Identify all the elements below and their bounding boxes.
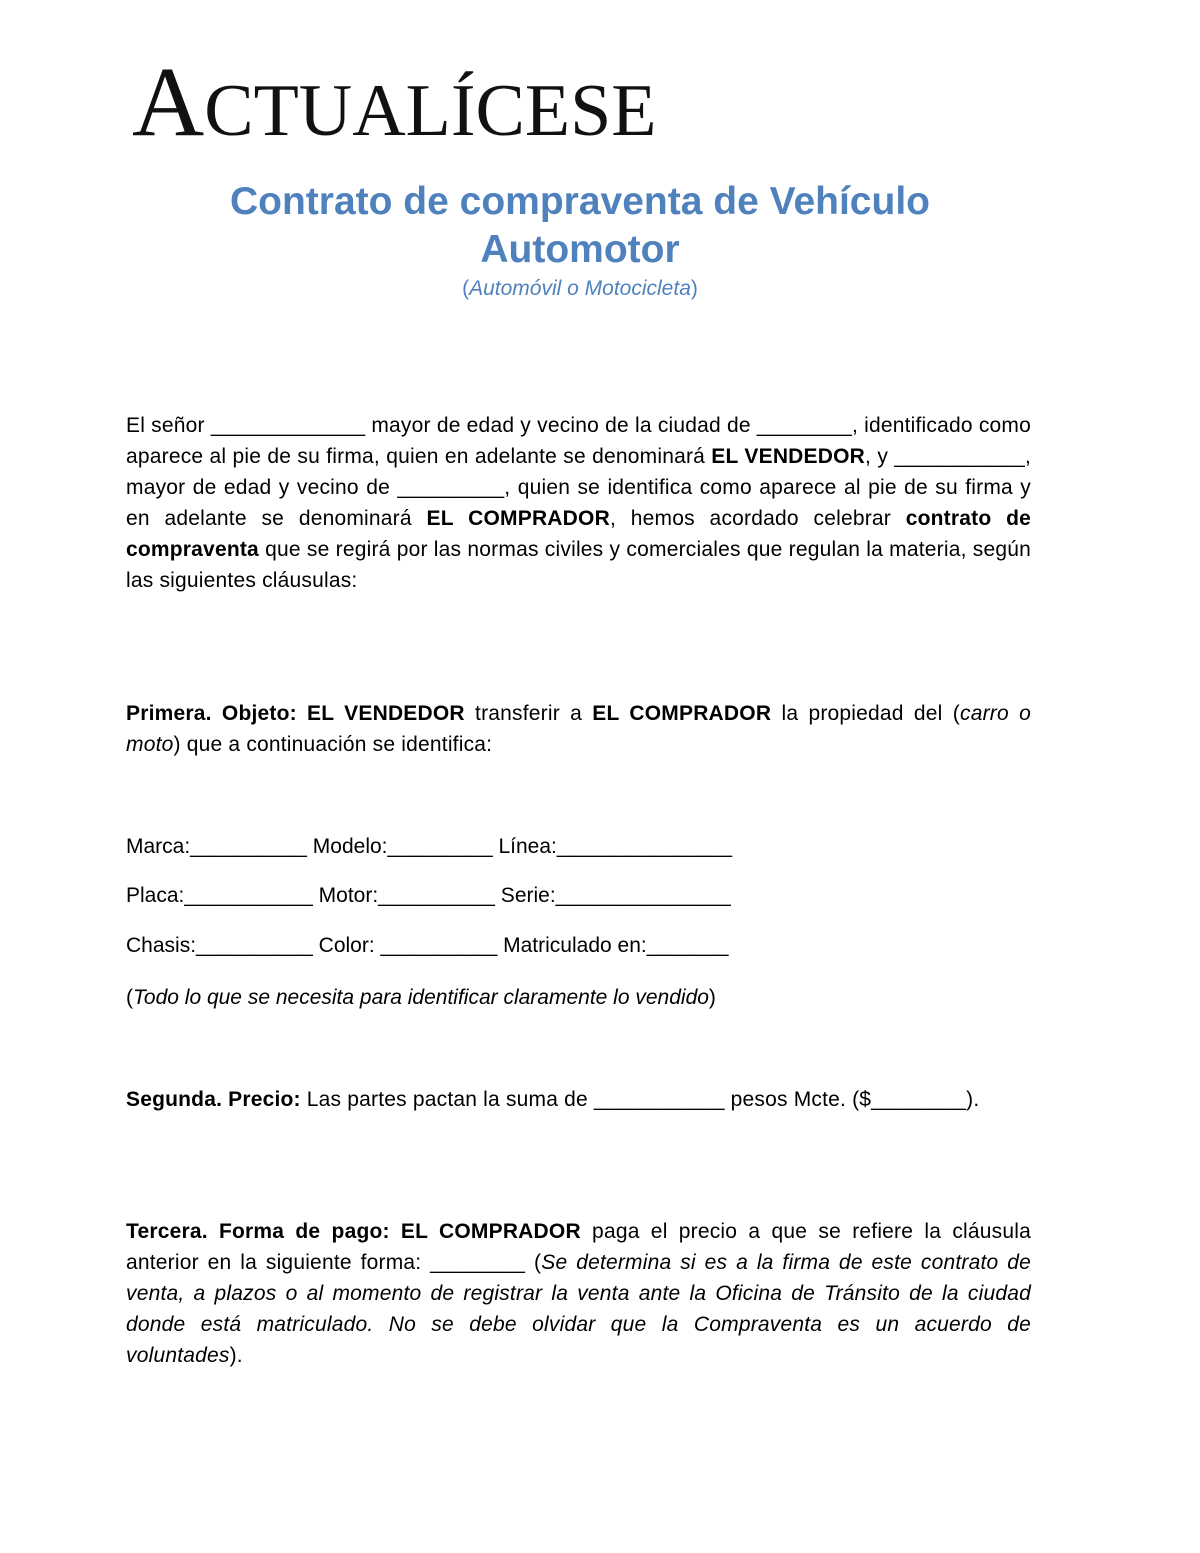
note-close: ) <box>708 986 716 1009</box>
tercera-text-2: ). <box>229 1344 243 1367</box>
segunda-heading: Segunda. Precio: <box>126 1088 301 1111</box>
document-title-line-2: Automotor <box>480 228 680 271</box>
primera-text-1: transferir a <box>464 702 593 725</box>
vehicle-fields-row-1: Marca:__________ Modelo:_________ Línea:_______________ <box>126 835 733 858</box>
intro-text-1: El señor _____________ mayor de edad y vecino de la ciudad de ________, identificado como aparece al pie de su firma, quien en adelante se denominará <box>126 414 1031 468</box>
clause-segunda <box>126 1084 1031 1115</box>
intro-vendedor: EL VENDEDOR <box>711 445 866 468</box>
logo-initial: A <box>132 46 205 157</box>
primera-comprador: EL COMPRADOR <box>592 702 772 725</box>
note-open: ( <box>126 986 133 1009</box>
tercera-text-1: paga el precio a que se refiere la cláusula anterior en la siguiente forma: ________ ( <box>126 1220 1031 1274</box>
document-title-line-1: Contrato de compraventa de Vehículo <box>230 180 930 223</box>
subtitle-close: ) <box>690 277 698 300</box>
primera-heading: Primera. Objeto: EL VENDEDOR <box>126 702 465 725</box>
tercera-italic: Se determina si es a la firma de este contrato de venta, a plazos o al momento de registrar la venta ante la Oficina de Tránsito de la ciudad donde está matriculado. No se debe olvidar que la Compraventa es un acuerdo de voluntades <box>126 1251 1031 1367</box>
segunda-text: Las partes pactan la suma de ___________ pesos Mcte. ($________). <box>300 1088 980 1111</box>
tercera-heading: Tercera. Forma de pago: EL COMPRADOR <box>126 1220 581 1243</box>
primera-italic: carro o moto <box>126 702 1031 756</box>
intro-text-4: que se regirá por las normas civiles y comerciales que regulan la materia, según las siguientes cláusulas: <box>126 538 1031 592</box>
intro-paragraph <box>126 410 1031 596</box>
primera-text-2: la propiedad del ( <box>771 702 961 725</box>
intro-contrato: contrato de compraventa <box>126 507 1032 561</box>
note-text: Todo lo que se necesita para identificar claramente lo vendido <box>133 986 709 1009</box>
vehicle-fields-row-3: Chasis:__________ Color: __________ Matriculado en:_______ <box>126 934 729 957</box>
primera-text-3: ) que a continuación se identifica: <box>173 733 493 756</box>
brand-logo <box>132 46 657 157</box>
intro-text-2: , y ___________, mayor de edad y vecino de _________, quien se identifica como aparece al pie de su firma y en adelante se denominará <box>126 445 1031 530</box>
subtitle-open: ( <box>462 277 470 300</box>
intro-text-3: , hemos acordado celebrar <box>609 507 906 530</box>
clause-tercera <box>126 1216 1031 1371</box>
subtitle-text: Automóvil o Motocicleta <box>469 277 691 300</box>
document-title <box>0 178 1160 274</box>
logo-rest: CTUALÍCESE <box>204 70 657 152</box>
vehicle-fields-row-2: Placa:___________ Motor:__________ Serie:_______________ <box>126 884 731 907</box>
identification-note <box>126 982 716 1013</box>
clause-primera <box>126 698 1031 760</box>
intro-comprador: EL COMPRADOR <box>426 507 610 530</box>
document-subtitle <box>0 276 1160 302</box>
